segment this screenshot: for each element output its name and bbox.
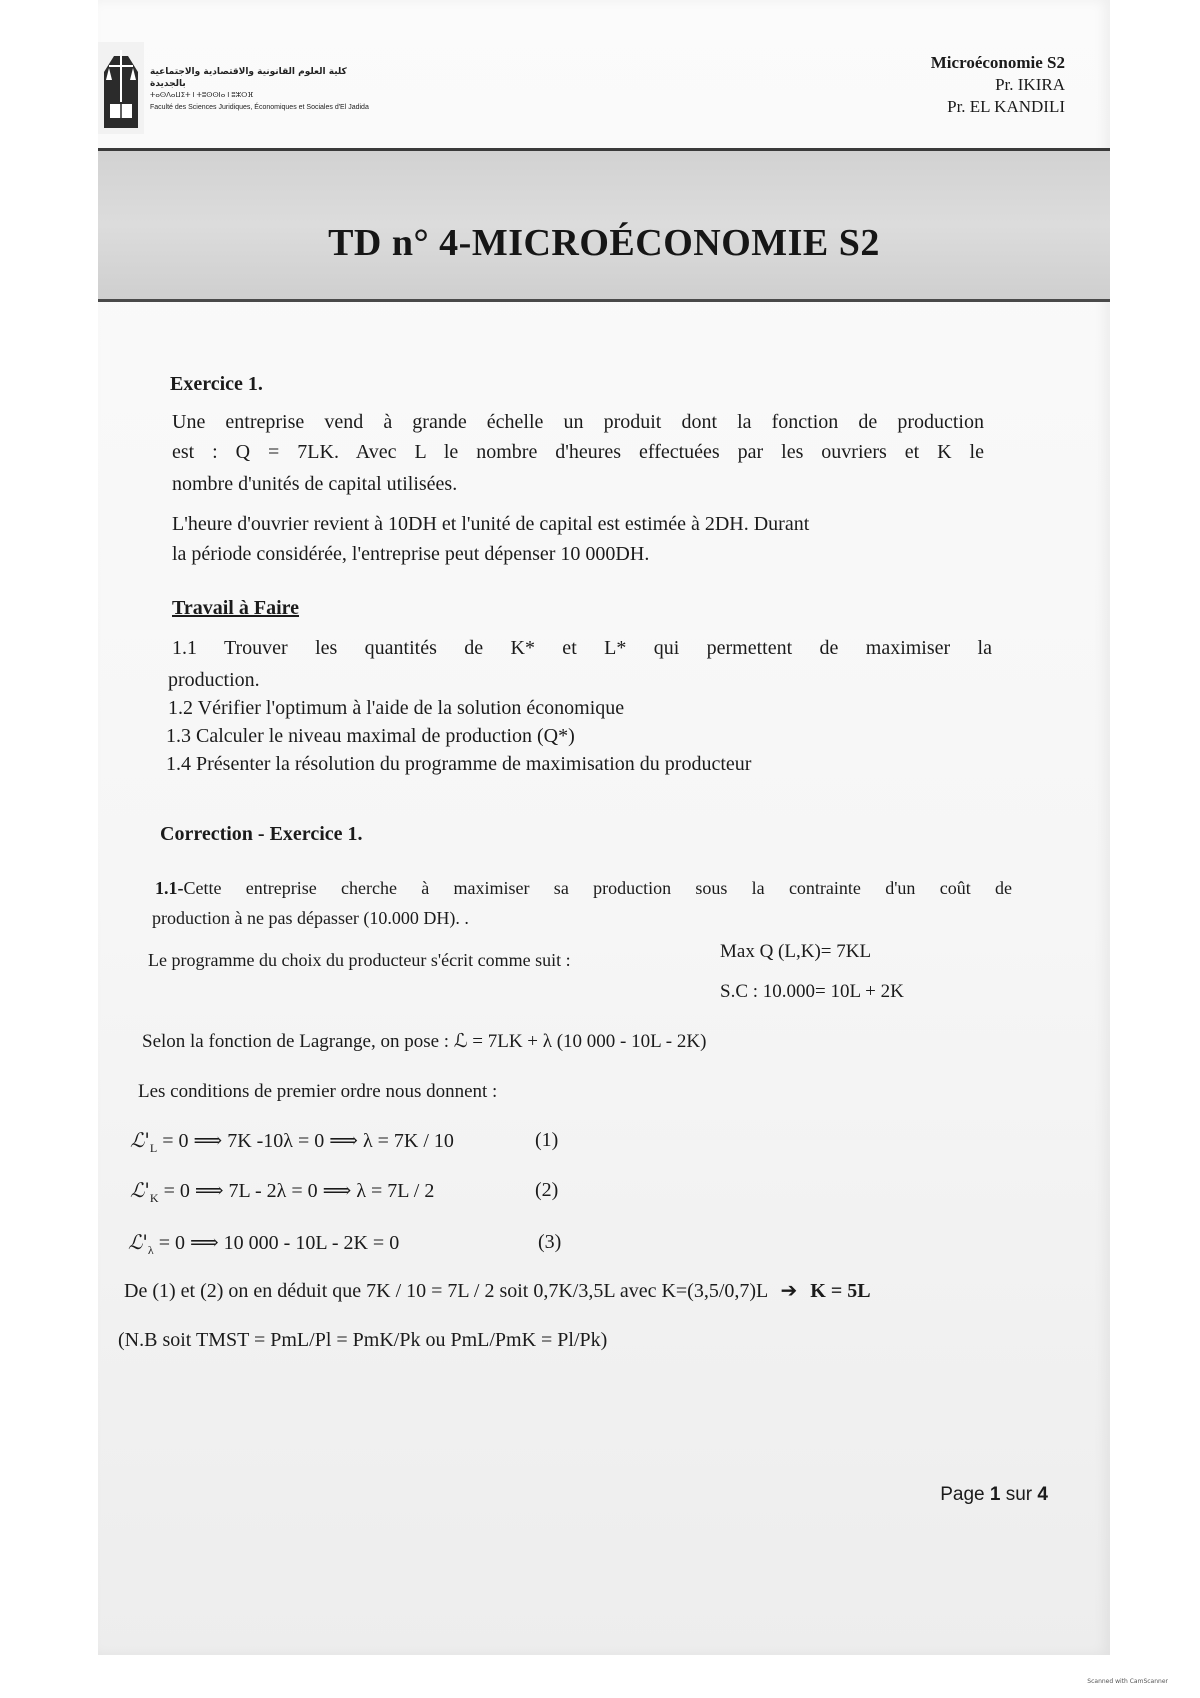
institution-name — [150, 66, 380, 114]
right-arrow-icon: ➔ — [780, 1278, 798, 1302]
deduction-result: K = 5L — [810, 1280, 871, 1302]
nb-note: (N.B soit TMST = PmL/Pl = PmK/Pk ou PmL/PmK = Pl/Pk) — [118, 1329, 608, 1351]
task-item: 1.1 Trouver les quantités de K* et L* qui permettent de maximiser la — [172, 637, 992, 659]
institution-name-tifinagh: ⵜⴰⵙⴷⴰⵡⵉⵜ ⵏ ⵜⵓⵙⵙⵏⴰ ⵏ ⵓⵣⵔⴼ — [150, 92, 254, 99]
professor-2: Pr. EL KANDILI — [947, 97, 1065, 116]
correction-intro-text: Cette entreprise cherche à maximiser sa production sous la contrainte d'un coût de — [183, 878, 1012, 898]
page-total: 4 — [1037, 1484, 1048, 1505]
page-footer: Page 1 sur 4 — [940, 1484, 1048, 1505]
task-item: production. — [168, 669, 260, 691]
lagrange-function: Selon la fonction de Lagrange, on pose : ℒ = 7LK + λ (10 000 - 10L - 2K) — [142, 1031, 707, 1052]
course-name: Microéconomie S2 — [930, 53, 1065, 72]
correction-intro-line — [155, 876, 1012, 900]
foc-equation-1: $ℒ'_L = 0$ ⟹ 7K -10λ = 0 ⟹ λ = 7K / 10 — [130, 1128, 454, 1155]
task-item: 1.2 Vérifier l'optimum à l'aide de la solution économique — [168, 697, 625, 719]
task-heading: Travail à Faire — [172, 597, 300, 619]
document-title: TD n° 4-MICROÉCONOMIE S2 — [328, 222, 880, 264]
exercise-text-line: L'heure d'ouvrier revient à 10DH et l'unité de capital est estimée à 2DH. Durant — [172, 513, 810, 535]
program-objective: Max Q (L,K)= 7KL — [720, 941, 872, 962]
correction-heading: Correction - Exercice 1. — [160, 823, 363, 845]
institution-name-french: Faculté des Sciences Juridiques, Économiques et Sociales d'El Jadida — [150, 104, 369, 111]
course-header — [931, 52, 1065, 118]
task-item: 1.4 Présenter la résolution du programme de maximisation du producteur — [166, 753, 752, 775]
title-band — [98, 148, 1110, 302]
faculty-logo — [98, 42, 144, 134]
foc-number-3: (3) — [538, 1231, 562, 1253]
institution-name-arabic: كلية العلوم القانونية والاقتصادية والاجتماعية بالجديدة — [150, 67, 347, 89]
professor-1: Pr. IKIRA — [995, 75, 1065, 94]
foc-number-1: (1) — [535, 1129, 559, 1151]
foc-equation-3: $ℒ'_\lambda = 0$ ⟹ 10 000 - 10L - 2K = 0 — [128, 1230, 400, 1257]
program-label: Le programme du choix du producteur s'écrit comme suit : — [148, 950, 571, 970]
scanner-watermark: Scanned with CamScanner — [1087, 1678, 1168, 1685]
foc-number-2: (2) — [535, 1179, 559, 1201]
correction-intro-number: 1.1- — [155, 878, 184, 898]
page-number: 1 — [989, 1484, 1001, 1505]
foc-label: Les conditions de premier ordre nous donnent : — [138, 1081, 498, 1102]
program-constraint: S.C : 10.000= 10L + 2K — [720, 981, 904, 1002]
correction-intro-line: production à ne pas dépasser (10.000 DH). . — [152, 908, 469, 928]
exercise-text-line: Une entreprise vend à grande échelle un produit dont la fonction de production — [172, 411, 984, 433]
task-item: 1.3 Calculer le niveau maximal de production (Q*) — [166, 725, 575, 747]
exercise-heading: Exercice 1. — [170, 373, 263, 395]
exercise-text-line: la période considérée, l'entreprise peut dépenser 10 000DH. — [172, 543, 650, 565]
exercise-text-line: est : Q = 7LK. Avec L le nombre d'heures effectuées par les ouvriers et K le — [172, 441, 984, 463]
deduction-line: De (1) et (2) on en déduit que 7K / 10 = 7L / 2 soit 0,7K/3,5L avec K=(3,5/0,7)L ➔ K = 5L — [124, 1278, 871, 1302]
foc-equation-2: $ℒ'_K = 0$ ⟹ 7L - 2λ = 0 ⟹ λ = 7L / 2 — [130, 1178, 435, 1205]
exercise-text-line: nombre d'unités de capital utilisées. — [172, 473, 458, 495]
